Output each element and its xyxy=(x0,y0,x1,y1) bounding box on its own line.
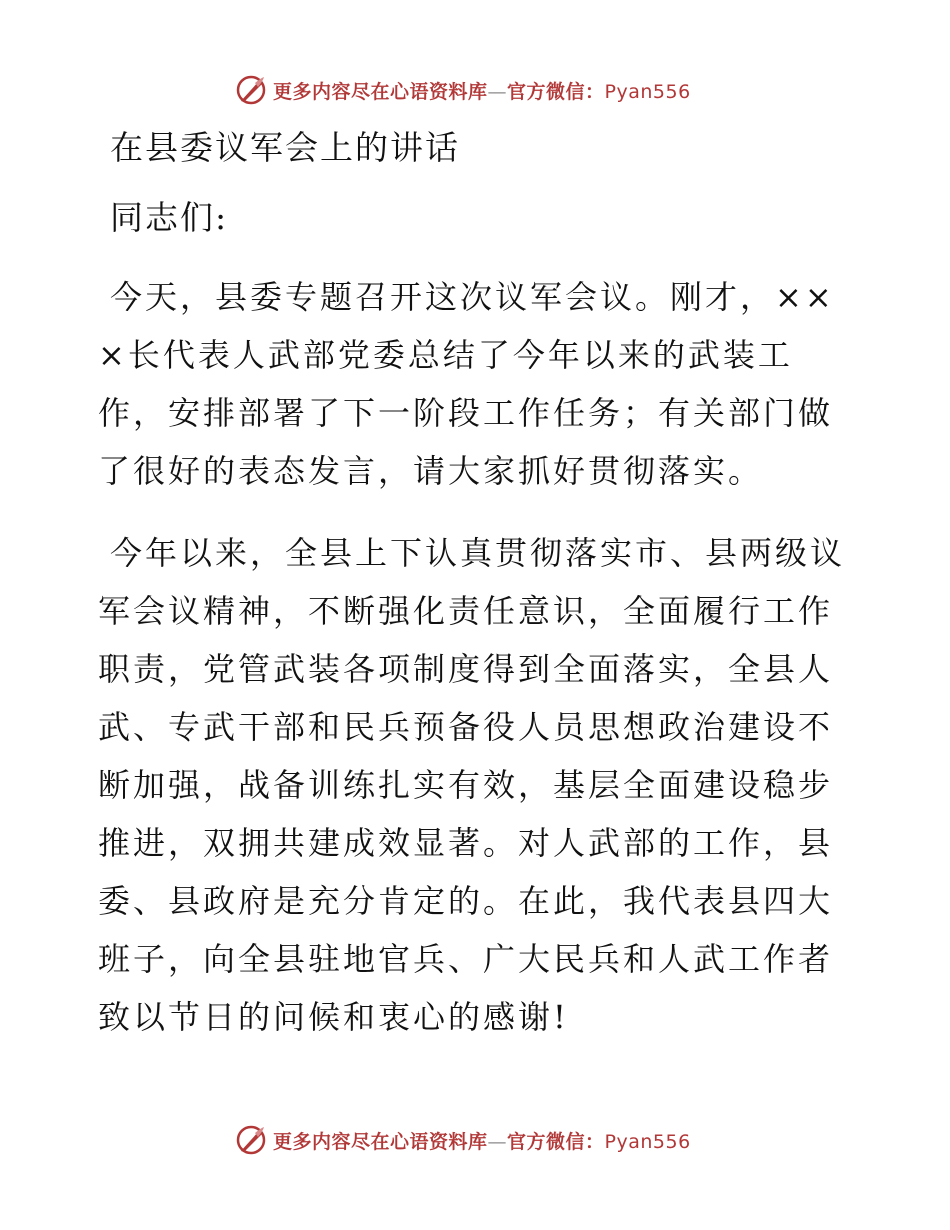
watermark-text xyxy=(273,77,691,104)
watermark-account: Pyan556 xyxy=(604,1130,691,1153)
paragraph-1: 今天，县委专题召开这次议军会议。刚才，×××长代表人武部党委总结了今年以来的武装工作，安排部署了下一阶段工作任务；有关部门做了很好的表态发言，请大家抓好贯彻落实。 xyxy=(98,278,835,490)
watermark-text xyxy=(273,1127,691,1154)
watermark-account: Pyan556 xyxy=(604,80,691,103)
document-salutation: 同志们: xyxy=(110,198,229,237)
watermark-separator: — xyxy=(487,80,508,103)
watermark-brand: 更多内容尽在心语资料库 xyxy=(273,1130,488,1153)
watermark-separator: — xyxy=(487,1130,508,1153)
watermark-label: 官方微信： xyxy=(507,1130,605,1153)
watermark-brand: 更多内容尽在心语资料库 xyxy=(273,80,488,103)
header-watermark xyxy=(235,72,691,108)
paragraph-2: 今年以来，全县上下认真贯彻落实市、县两级议军会议精神，不断强化责任意识，全面履行工作职责，党管武装各项制度得到全面落实，全县人武、专武干部和民兵预备役人员思想政治建设不断加强，战备训练扎实有效，基层全面建设稳步推进，双拥共建成效显著。对人武部的工作，县委、县政府是充分肯定的。在此，我代表县四大班子，向全县驻地官兵、广大民兵和人武工作者致以节日的问候和衷心的感谢! xyxy=(98,534,846,1036)
document-body xyxy=(98,122,858,1046)
quill-logo-icon xyxy=(235,1124,267,1156)
quill-logo-icon xyxy=(235,74,267,106)
footer-watermark xyxy=(235,1122,691,1158)
watermark-label: 官方微信： xyxy=(507,80,605,103)
document-title: 在县委议军会上的讲话 xyxy=(110,128,460,167)
